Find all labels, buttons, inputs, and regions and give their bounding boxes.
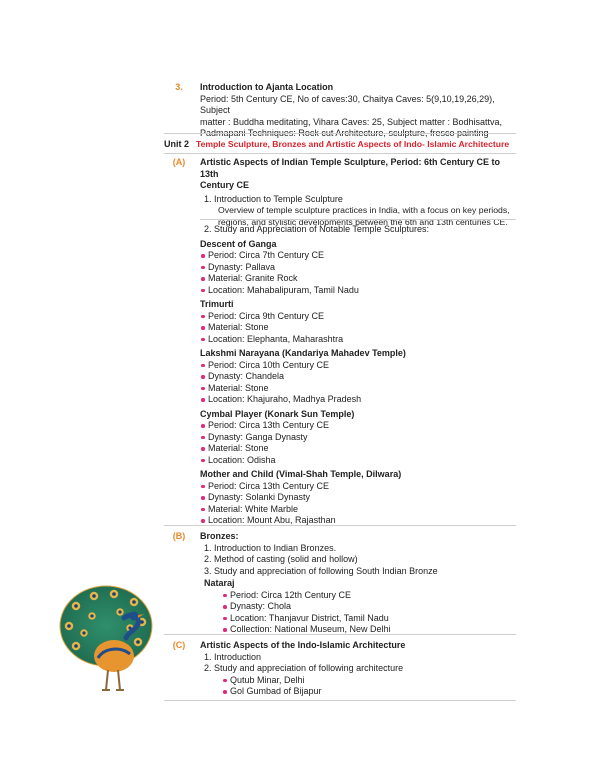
section-number: (C) (172, 640, 186, 650)
list-item (200, 652, 516, 664)
fact-item: Dynasty: Ganga Dynasty (200, 432, 516, 444)
list-item-title: Study and Appreciation of Notable Temple Sculptures: (214, 224, 429, 234)
divider (200, 219, 516, 220)
list-number: 1. (204, 193, 212, 204)
section-text-line: matter : Buddha meditating, Vihara Caves: 25, Subject matter : Bodhisattva, (200, 116, 502, 127)
fact-item: Material: Stone (200, 383, 516, 395)
list-item-desc: Overview of temple sculpture practices in India, with a focus on key periods, (218, 205, 510, 215)
list-item-desc: regions, and stylistic developments between the 6th and 13th centuries CE. (218, 216, 508, 227)
unit-label: Unit 2 (164, 139, 190, 149)
fact-item: Material: Granite Rock (200, 273, 516, 285)
fact-item: Dynasty: Chola (222, 601, 516, 613)
list-number: 1. (204, 651, 212, 662)
sculpture-name: Descent of Ganga (200, 238, 277, 249)
sculpture-name: Mother and Child (Vimal-Shah Temple, Dilwara) (200, 469, 402, 479)
list-number: 2. (204, 224, 212, 234)
fact-item: Period: Circa 13th Century CE (200, 481, 516, 493)
fact-item: Period: Circa 13th Century CE (200, 420, 516, 432)
list-item (200, 663, 516, 675)
fact-item: Dynasty: Pallava (200, 262, 516, 274)
list-item (200, 224, 516, 236)
divider (164, 634, 516, 635)
divider (164, 525, 516, 526)
fact-item: Period: Circa 10th Century CE (200, 360, 516, 372)
section-title: Introduction to Ajanta Location (200, 82, 334, 92)
list-item (200, 566, 516, 578)
fact-item: Collection: National Museum, New Delhi (222, 624, 516, 636)
building-item: Qutub Minar, Delhi (222, 675, 516, 687)
fact-item: Period: Circa 9th Century CE (200, 311, 516, 323)
sculpture-name: Trimurti (200, 299, 234, 309)
list-item (200, 194, 516, 206)
fact-item: Dynasty: Chandela (200, 371, 516, 383)
fact-item: Location: Mahabalipuram, Tamil Nadu (200, 285, 516, 297)
section-text-line: Padmapani Techniques: Rock cut Architecture, sculpture, fresco painting (200, 128, 489, 138)
section-text-line: Period: 5th Century CE, No of caves:30, Chaitya Caves: 5(9,10,19,26,29), Subject (200, 93, 495, 115)
section-number: (A) (172, 157, 186, 167)
fact-item: Location: Odisha (200, 455, 516, 467)
list-item (200, 543, 516, 555)
divider (164, 153, 516, 154)
fact-item: Period: Circa 12th Century CE (222, 590, 516, 602)
list-item (200, 554, 516, 566)
fact-item: Location: Mount Abu, Rajasthan (200, 515, 516, 527)
list-item-text: Introduction (214, 651, 262, 662)
list-item-text: Study and appreciation of following architecture (214, 663, 404, 673)
unit-title: Temple Sculpture, Bronzes and Artistic Aspects of Indo- Islamic Architecture (196, 139, 510, 149)
fact-item: Location: Khajuraho, Madhya Pradesh (200, 394, 516, 406)
fact-item: Location: Thanjavur District, Tamil Nadu (222, 613, 516, 625)
list-item-title: Introduction to Temple Sculpture (214, 193, 343, 204)
list-item-text: Study and appreciation of following South Indian Bronze (214, 565, 438, 576)
list-item-text: Method of casting (solid and hollow) (214, 554, 358, 564)
sculpture-name: Cymbal Player (Konark Sun Temple) (200, 408, 355, 419)
bronze-name: Nataraj (204, 578, 235, 588)
list-item-text: Introduction to Indian Bronzes. (214, 542, 337, 553)
list-number: 2. (204, 554, 212, 564)
section-number: 3. (175, 82, 183, 92)
section-title: Century CE (200, 180, 250, 190)
fact-item: Location: Elephanta, Maharashtra (200, 334, 516, 346)
divider (164, 133, 516, 134)
divider (164, 700, 516, 701)
sculpture-name: Lakshmi Narayana (Kandariya Mahadev Temple) (200, 348, 406, 358)
section-title: Artistic Aspects of the Indo-Islamic Architecture (200, 640, 406, 650)
fact-item: Material: Stone (200, 322, 516, 334)
fact-item: Material: White Marble (200, 504, 516, 516)
fact-item: Material: Stone (200, 443, 516, 455)
fact-item: Period: Circa 7th Century CE (200, 250, 516, 262)
list-number: 3. (204, 565, 212, 576)
section-title: Bronzes: (200, 531, 239, 541)
building-item: Gol Gumbad of Bijapur (222, 686, 516, 698)
list-number: 1. (204, 542, 212, 553)
list-number: 2. (204, 663, 212, 673)
section-title: Artistic Aspects of Indian Temple Sculpture, Period: 6th Century CE to 13th (200, 157, 501, 179)
fact-item: Dynasty: Solanki Dynasty (200, 492, 516, 504)
section-number: (B) (172, 531, 186, 541)
peacock-illustration (54, 578, 164, 698)
